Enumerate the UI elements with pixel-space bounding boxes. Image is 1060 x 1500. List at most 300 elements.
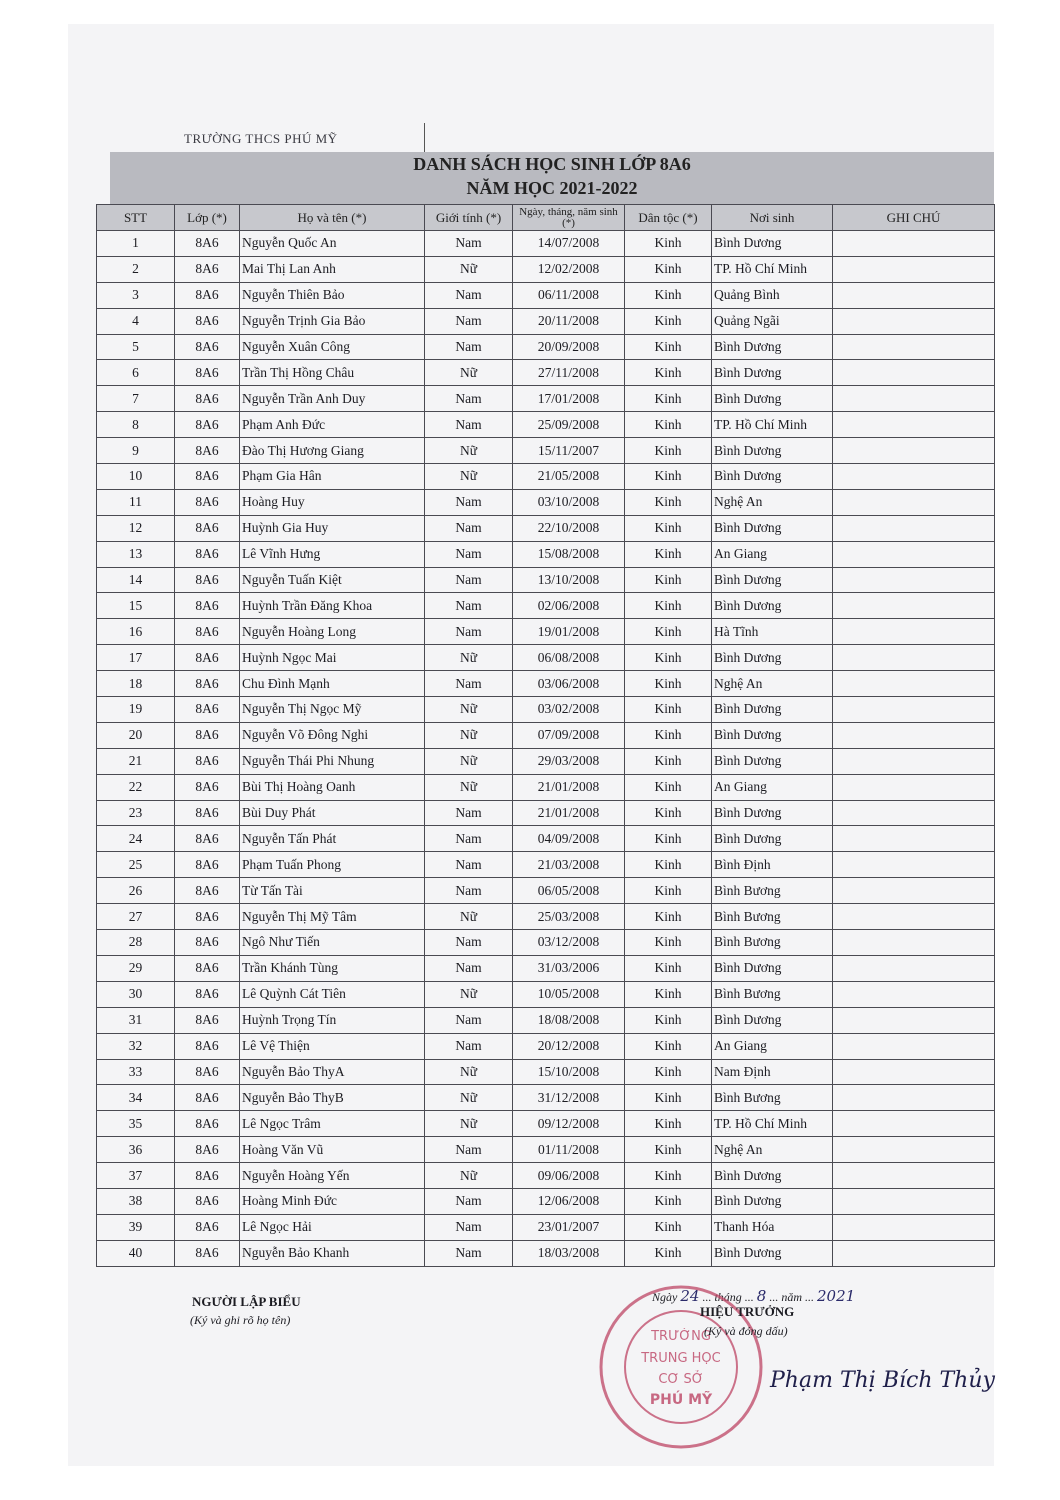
cell-stt: 20: [97, 722, 175, 748]
cell-fullname: Nguyễn Thị Mỹ Tâm: [240, 904, 425, 930]
cell-birthdate: 13/10/2008: [513, 567, 625, 593]
cell-ethnicity: Kinh: [625, 386, 712, 412]
cell-ethnicity: Kinh: [625, 748, 712, 774]
cell-gender: Nam: [425, 489, 513, 515]
cell-fullname: Nguyễn Thị Ngọc Mỹ: [240, 697, 425, 723]
header-fullname: Họ và tên (*): [240, 205, 425, 231]
cell-ethnicity: Kinh: [625, 515, 712, 541]
cell-birthdate: 18/08/2008: [513, 1007, 625, 1033]
cell-gender: Nữ: [425, 697, 513, 723]
table-row: [97, 1137, 995, 1163]
cell-birthdate: 17/01/2008: [513, 386, 625, 412]
table-row: [97, 1033, 995, 1059]
cell-stt: 6: [97, 360, 175, 386]
cell-gender: Nam: [425, 930, 513, 956]
cell-class: 8A6: [175, 1033, 240, 1059]
cell-birthdate: 18/03/2008: [513, 1240, 625, 1266]
cell-stt: 14: [97, 567, 175, 593]
cell-stt: 40: [97, 1240, 175, 1266]
cell-note: [833, 748, 995, 774]
cell-note: [833, 955, 995, 981]
cell-class: 8A6: [175, 541, 240, 567]
header-ethnicity: Dân tộc (*): [625, 205, 712, 231]
cell-fullname: Lê Ngọc Trâm: [240, 1111, 425, 1137]
cell-stt: 26: [97, 878, 175, 904]
cell-fullname: Nguyễn Bảo ThyB: [240, 1085, 425, 1111]
cell-ethnicity: Kinh: [625, 334, 712, 360]
cell-note: [833, 593, 995, 619]
cell-birthplace: Bình Dương: [712, 1007, 833, 1033]
cell-birthplace: Bình Bương: [712, 930, 833, 956]
cell-birthdate: 03/06/2008: [513, 671, 625, 697]
cell-class: 8A6: [175, 930, 240, 956]
cell-note: [833, 774, 995, 800]
principal-title: HIỆU TRƯỞNG: [700, 1304, 795, 1319]
cell-birthplace: Quảng Bình: [712, 282, 833, 308]
cell-note: [833, 1188, 995, 1214]
principal-signature: Phạm Thị Bích Thủy: [770, 1368, 995, 1393]
cell-stt: 13: [97, 541, 175, 567]
table-row: [97, 722, 995, 748]
cell-birthdate: 21/03/2008: [513, 852, 625, 878]
cell-note: [833, 852, 995, 878]
cell-ethnicity: Kinh: [625, 1059, 712, 1085]
cell-birthplace: An Giang: [712, 541, 833, 567]
cell-gender: Nữ: [425, 360, 513, 386]
cell-class: 8A6: [175, 1111, 240, 1137]
cell-stt: 10: [97, 464, 175, 490]
cell-fullname: Ngô Như Tiến: [240, 930, 425, 956]
cell-stt: 29: [97, 955, 175, 981]
cell-stt: 35: [97, 1111, 175, 1137]
table-row: [97, 826, 995, 852]
cell-note: [833, 334, 995, 360]
cell-gender: Nam: [425, 308, 513, 334]
header-class: Lớp (*): [175, 205, 240, 231]
cell-stt: 30: [97, 981, 175, 1007]
cell-fullname: Nguyễn Võ Đông Nghi: [240, 722, 425, 748]
cell-ethnicity: Kinh: [625, 697, 712, 723]
cell-note: [833, 231, 995, 257]
header-stt: STT: [97, 205, 175, 231]
table-row: [97, 1085, 995, 1111]
principal-note: (Ký và đóng dấu): [704, 1324, 788, 1338]
cell-ethnicity: Kinh: [625, 541, 712, 567]
cell-birthplace: Bình Dương: [712, 645, 833, 671]
cell-ethnicity: Kinh: [625, 1240, 712, 1266]
cell-birthplace: TP. Hồ Chí Minh: [712, 1111, 833, 1137]
table-row: [97, 489, 995, 515]
cell-fullname: Nguyễn Thiên Bảo: [240, 282, 425, 308]
cell-fullname: Chu Đình Mạnh: [240, 671, 425, 697]
cell-birthplace: Bình Dương: [712, 386, 833, 412]
cell-note: [833, 1007, 995, 1033]
cell-class: 8A6: [175, 1137, 240, 1163]
cell-fullname: Nguyễn Bảo ThyA: [240, 1059, 425, 1085]
cell-stt: 5: [97, 334, 175, 360]
cell-gender: Nam: [425, 412, 513, 438]
cell-stt: 32: [97, 1033, 175, 1059]
cell-ethnicity: Kinh: [625, 619, 712, 645]
cell-birthdate: 09/06/2008: [513, 1163, 625, 1189]
table-row: [97, 1007, 995, 1033]
cell-note: [833, 878, 995, 904]
cell-fullname: Phạm Gia Hân: [240, 464, 425, 490]
table-row: [97, 308, 995, 334]
cell-birthdate: 03/12/2008: [513, 930, 625, 956]
cell-birthdate: 06/11/2008: [513, 282, 625, 308]
cell-ethnicity: Kinh: [625, 671, 712, 697]
cell-ethnicity: Kinh: [625, 1111, 712, 1137]
cell-stt: 22: [97, 774, 175, 800]
cell-fullname: Bùi Thị Hoàng Oanh: [240, 774, 425, 800]
stamp-line-4: PHÚ MỸ: [649, 1392, 713, 1408]
cell-note: [833, 1137, 995, 1163]
cell-birthdate: 25/09/2008: [513, 412, 625, 438]
cell-stt: 25: [97, 852, 175, 878]
header-note: GHI CHÚ: [833, 205, 995, 231]
table-row: [97, 878, 995, 904]
date-month: 8: [756, 1287, 767, 1305]
cell-gender: Nữ: [425, 1163, 513, 1189]
cell-birthplace: Thanh Hóa: [712, 1214, 833, 1240]
cell-stt: 24: [97, 826, 175, 852]
table-row: [97, 852, 995, 878]
cell-note: [833, 1059, 995, 1085]
cell-class: 8A6: [175, 1085, 240, 1111]
cell-birthdate: 19/01/2008: [513, 619, 625, 645]
cell-ethnicity: Kinh: [625, 1137, 712, 1163]
cell-ethnicity: Kinh: [625, 722, 712, 748]
cell-fullname: Trần Khánh Tùng: [240, 955, 425, 981]
cell-birthdate: 03/10/2008: [513, 489, 625, 515]
cell-ethnicity: Kinh: [625, 904, 712, 930]
cell-fullname: Trần Thị Hồng Châu: [240, 360, 425, 386]
cell-gender: Nữ: [425, 1059, 513, 1085]
cell-class: 8A6: [175, 981, 240, 1007]
table-row: [97, 645, 995, 671]
table-row: [97, 334, 995, 360]
cell-stt: 28: [97, 930, 175, 956]
table-row: [97, 955, 995, 981]
cell-fullname: Nguyễn Tuấn Kiệt: [240, 567, 425, 593]
cell-birthplace: Bình Dương: [712, 360, 833, 386]
cell-gender: Nam: [425, 800, 513, 826]
cell-stt: 7: [97, 386, 175, 412]
cell-class: 8A6: [175, 593, 240, 619]
cell-note: [833, 671, 995, 697]
cell-fullname: Từ Tấn Tài: [240, 878, 425, 904]
cell-note: [833, 256, 995, 282]
cell-note: [833, 981, 995, 1007]
cell-note: [833, 800, 995, 826]
cell-gender: Nữ: [425, 464, 513, 490]
cell-class: 8A6: [175, 515, 240, 541]
cell-birthdate: 29/03/2008: [513, 748, 625, 774]
cell-birthplace: Bình Dương: [712, 800, 833, 826]
date-month-label: tháng: [714, 1290, 742, 1304]
cell-gender: Nam: [425, 1033, 513, 1059]
cell-note: [833, 282, 995, 308]
cell-birthdate: 04/09/2008: [513, 826, 625, 852]
cell-fullname: Bùi Duy Phát: [240, 800, 425, 826]
cell-gender: Nữ: [425, 981, 513, 1007]
cell-birthdate: 31/03/2006: [513, 955, 625, 981]
cell-birthdate: 31/12/2008: [513, 1085, 625, 1111]
table-row: [97, 412, 995, 438]
cell-ethnicity: Kinh: [625, 360, 712, 386]
cell-ethnicity: Kinh: [625, 567, 712, 593]
table-row: [97, 774, 995, 800]
cell-stt: 12: [97, 515, 175, 541]
table-row: [97, 1188, 995, 1214]
cell-note: [833, 826, 995, 852]
cell-gender: Nam: [425, 515, 513, 541]
cell-birthdate: 02/06/2008: [513, 593, 625, 619]
cell-ethnicity: Kinh: [625, 981, 712, 1007]
cell-class: 8A6: [175, 1059, 240, 1085]
cell-birthdate: 20/11/2008: [513, 308, 625, 334]
cell-class: 8A6: [175, 1188, 240, 1214]
cell-birthdate: 21/05/2008: [513, 464, 625, 490]
cell-birthplace: Bình Dương: [712, 826, 833, 852]
table-row: [97, 515, 995, 541]
cell-fullname: Huỳnh Trần Đăng Khoa: [240, 593, 425, 619]
cell-fullname: Nguyễn Hoàng Yến: [240, 1163, 425, 1189]
cell-birthdate: 06/08/2008: [513, 645, 625, 671]
cell-class: 8A6: [175, 800, 240, 826]
cell-class: 8A6: [175, 386, 240, 412]
cell-gender: Nam: [425, 955, 513, 981]
cell-ethnicity: Kinh: [625, 593, 712, 619]
date-day: 24: [680, 1287, 700, 1305]
cell-stt: 11: [97, 489, 175, 515]
cell-fullname: Huỳnh Ngọc Mai: [240, 645, 425, 671]
table-row: [97, 464, 995, 490]
table-row: [97, 438, 995, 464]
table-row: [97, 697, 995, 723]
table-row: [97, 930, 995, 956]
cell-class: 8A6: [175, 1214, 240, 1240]
cell-birthdate: 22/10/2008: [513, 515, 625, 541]
header-birthdate: Ngày, tháng, năm sinh (*): [513, 205, 625, 231]
cell-ethnicity: Kinh: [625, 1163, 712, 1189]
cell-birthplace: Bình Dương: [712, 697, 833, 723]
cell-ethnicity: Kinh: [625, 800, 712, 826]
stamp-line-2: TRUNG HỌC: [641, 1351, 721, 1366]
cell-stt: 39: [97, 1214, 175, 1240]
cell-stt: 18: [97, 671, 175, 697]
cell-class: 8A6: [175, 671, 240, 697]
cell-stt: 37: [97, 1163, 175, 1189]
table-row: [97, 1240, 995, 1266]
table-row: [97, 231, 995, 257]
cell-class: 8A6: [175, 619, 240, 645]
cell-stt: 33: [97, 1059, 175, 1085]
cell-birthplace: Bình Dương: [712, 438, 833, 464]
table-row: [97, 904, 995, 930]
cell-note: [833, 308, 995, 334]
cell-ethnicity: Kinh: [625, 256, 712, 282]
cell-birthplace: Bình Bương: [712, 904, 833, 930]
cell-ethnicity: Kinh: [625, 308, 712, 334]
cell-fullname: Nguyễn Tấn Phát: [240, 826, 425, 852]
cell-stt: 34: [97, 1085, 175, 1111]
cell-fullname: Hoàng Huy: [240, 489, 425, 515]
cell-note: [833, 904, 995, 930]
cell-gender: Nam: [425, 852, 513, 878]
sign-date: Ngày 24 ... tháng ... 8 ... năm ... 2021: [652, 1287, 856, 1305]
cell-birthplace: Bình Dương: [712, 1240, 833, 1266]
cell-stt: 8: [97, 412, 175, 438]
cell-birthplace: Nam Định: [712, 1059, 833, 1085]
cell-stt: 19: [97, 697, 175, 723]
cell-note: [833, 722, 995, 748]
cell-ethnicity: Kinh: [625, 412, 712, 438]
cell-class: 8A6: [175, 334, 240, 360]
cell-note: [833, 1240, 995, 1266]
cell-ethnicity: Kinh: [625, 1085, 712, 1111]
cell-ethnicity: Kinh: [625, 1214, 712, 1240]
cell-stt: 27: [97, 904, 175, 930]
cell-birthplace: Bình Dương: [712, 567, 833, 593]
cell-birthplace: Bình Dương: [712, 722, 833, 748]
cell-class: 8A6: [175, 464, 240, 490]
cell-gender: Nam: [425, 231, 513, 257]
header-birthplace: Nơi sinh: [712, 205, 833, 231]
stamp-line-1: TRƯỜNG: [651, 1329, 711, 1344]
cell-ethnicity: Kinh: [625, 464, 712, 490]
cell-birthplace: Bình Bương: [712, 981, 833, 1007]
cell-note: [833, 567, 995, 593]
cell-birthplace: Bình Định: [712, 852, 833, 878]
cell-birthplace: Nghệ An: [712, 489, 833, 515]
cell-class: 8A6: [175, 748, 240, 774]
cell-ethnicity: Kinh: [625, 1033, 712, 1059]
cell-birthplace: Bình Dương: [712, 955, 833, 981]
cell-birthdate: 09/12/2008: [513, 1111, 625, 1137]
cell-fullname: Huỳnh Trọng Tín: [240, 1007, 425, 1033]
table-row: [97, 282, 995, 308]
cell-fullname: Đào Thị Hương Giang: [240, 438, 425, 464]
cell-note: [833, 697, 995, 723]
student-table: [96, 204, 995, 1267]
cell-class: 8A6: [175, 256, 240, 282]
cell-note: [833, 464, 995, 490]
table-row: [97, 1111, 995, 1137]
cell-gender: Nam: [425, 541, 513, 567]
cell-birthplace: An Giang: [712, 774, 833, 800]
table-row: [97, 386, 995, 412]
cell-gender: Nam: [425, 334, 513, 360]
cell-note: [833, 489, 995, 515]
cell-gender: Nữ: [425, 645, 513, 671]
cell-fullname: Lê Ngọc Hải: [240, 1214, 425, 1240]
preparer-title: NGƯỜI LẬP BIỂU: [192, 1294, 301, 1309]
cell-gender: Nữ: [425, 904, 513, 930]
cell-birthplace: An Giang: [712, 1033, 833, 1059]
preparer-note: (Ký và ghi rõ họ tên): [190, 1313, 291, 1327]
table-row: [97, 800, 995, 826]
cell-fullname: Lê Quỳnh Cát Tiên: [240, 981, 425, 1007]
cell-ethnicity: Kinh: [625, 774, 712, 800]
cell-class: 8A6: [175, 360, 240, 386]
table-row: [97, 1059, 995, 1085]
cell-gender: Nam: [425, 593, 513, 619]
cell-fullname: Phạm Tuấn Phong: [240, 852, 425, 878]
cell-birthdate: 01/11/2008: [513, 1137, 625, 1163]
cell-note: [833, 645, 995, 671]
cell-gender: Nam: [425, 1007, 513, 1033]
cell-class: 8A6: [175, 955, 240, 981]
cell-class: 8A6: [175, 774, 240, 800]
cell-gender: Nam: [425, 878, 513, 904]
cell-birthplace: Quảng Ngãi: [712, 308, 833, 334]
date-year: 2021: [817, 1287, 856, 1305]
cell-fullname: Nguyễn Trần Anh Duy: [240, 386, 425, 412]
document-title: DANH SÁCH HỌC SINH LỚP 8A6: [413, 154, 691, 174]
cell-stt: 38: [97, 1188, 175, 1214]
cell-ethnicity: Kinh: [625, 438, 712, 464]
cell-birthplace: Bình Dương: [712, 1188, 833, 1214]
table-header-row: [97, 205, 995, 231]
cell-ethnicity: Kinh: [625, 955, 712, 981]
date-prefix: Ngày: [652, 1290, 678, 1304]
cell-stt: 1: [97, 231, 175, 257]
cell-class: 8A6: [175, 438, 240, 464]
cell-gender: Nam: [425, 386, 513, 412]
cell-class: 8A6: [175, 412, 240, 438]
cell-note: [833, 541, 995, 567]
cell-birthplace: Nghệ An: [712, 1137, 833, 1163]
cell-birthdate: 10/05/2008: [513, 981, 625, 1007]
cell-gender: Nữ: [425, 1111, 513, 1137]
header-divider: [424, 123, 425, 153]
cell-birthdate: 15/11/2007: [513, 438, 625, 464]
cell-note: [833, 438, 995, 464]
table-row: [97, 360, 995, 386]
cell-birthplace: TP. Hồ Chí Minh: [712, 256, 833, 282]
cell-class: 8A6: [175, 878, 240, 904]
cell-gender: Nam: [425, 282, 513, 308]
table-row: [97, 541, 995, 567]
cell-gender: Nữ: [425, 438, 513, 464]
table-row: [97, 593, 995, 619]
cell-birthplace: Bình Dương: [712, 464, 833, 490]
table-row: [97, 619, 995, 645]
cell-ethnicity: Kinh: [625, 852, 712, 878]
cell-stt: 2: [97, 256, 175, 282]
cell-stt: 3: [97, 282, 175, 308]
cell-class: 8A6: [175, 282, 240, 308]
table-row: [97, 256, 995, 282]
cell-birthdate: 12/02/2008: [513, 256, 625, 282]
table-row: [97, 1163, 995, 1189]
cell-birthplace: Bình Bương: [712, 1085, 833, 1111]
cell-gender: Nam: [425, 671, 513, 697]
cell-note: [833, 1085, 995, 1111]
cell-ethnicity: Kinh: [625, 489, 712, 515]
cell-ethnicity: Kinh: [625, 231, 712, 257]
cell-fullname: Mai Thị Lan Anh: [240, 256, 425, 282]
cell-birthplace: Hà Tĩnh: [712, 619, 833, 645]
cell-ethnicity: Kinh: [625, 878, 712, 904]
table-row: [97, 748, 995, 774]
cell-birthplace: Bình Dương: [712, 593, 833, 619]
cell-birthplace: Bình Dương: [712, 334, 833, 360]
cell-note: [833, 1163, 995, 1189]
cell-stt: 15: [97, 593, 175, 619]
